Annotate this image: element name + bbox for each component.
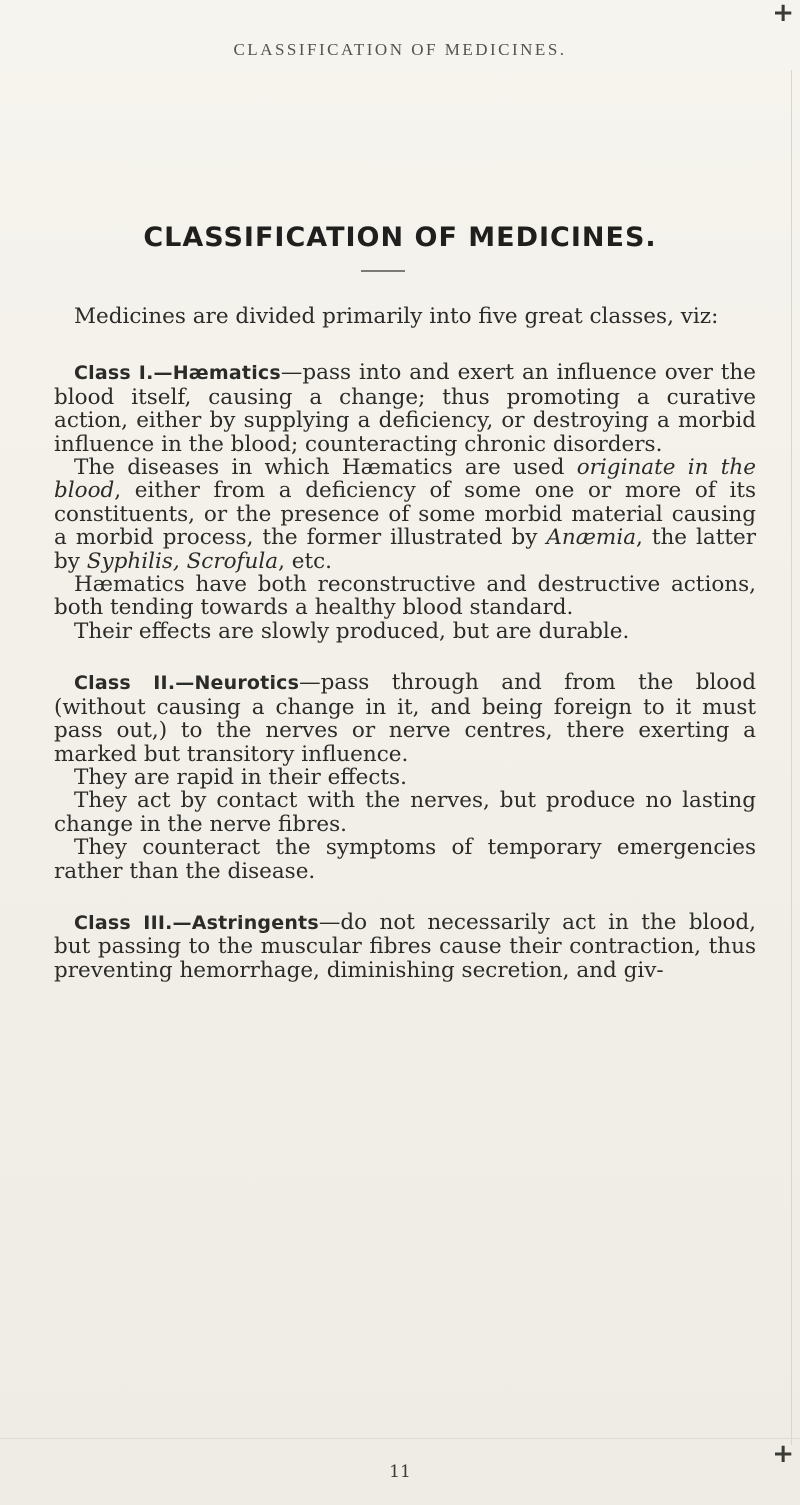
class-3-heading: Class III.—Astringents [74,911,319,934]
class-2-paragraph [54,671,756,766]
class-3-paragraph [54,911,756,982]
class-1-paragraph [54,361,756,456]
class-2-heading: Class II.—Neurotics [74,672,300,695]
class-1-diseases-text-c: , the latter by [54,525,756,574]
class-1-effects-paragraph: Their effects are slowly produced, but are durable. [74,618,630,644]
registration-mark-top: + [772,0,794,28]
body-text [54,305,756,982]
class-2-rapid-paragraph: They are rapid in their effects. [74,764,407,790]
class-2-counteract-paragraph: They counteract the symptoms of temporary emergencies rather than the disease. [54,835,756,884]
class-1-diseases-text-d: , etc. [278,548,332,574]
bottom-fold-line [0,1438,800,1439]
class-1-example-syphilis-scrofula: Syphilis, Scrofula [86,548,279,574]
class-3-text: —do not necessarily act in the blood, but passing to the muscular fibres cause their contraction, thus preventing hemorrhage, diminishing secretion, and giv- [54,909,756,983]
page-number: 11 [389,1462,411,1482]
page-title: CLASSIFICATION OF MEDICINES. [143,222,657,253]
class-1-actions-paragraph: Hæmatics have both reconstructive and destructive actions, both tending towards a healthy blood standard. [54,572,756,621]
class-1-diseases-text-b: , either from a deficiency of some one or more of its constituents, or the presence of some morbid material causing a morbid process, the former illustrated by [54,478,756,551]
class-1-diseases-text-a: The diseases in which Hæmatics are used [74,455,577,481]
registration-mark-bottom: + [772,1439,794,1469]
running-head: CLASSIFICATION OF MEDICINES. [233,40,567,59]
page-edge-line [791,70,792,1445]
class-1-text: —pass into and exert an influence over the blood itself, causing a change; thus promoting a curative action, either by supplying a deficiency, or destroying a morbid influence in the blood; counteracting chronic disorders. [54,360,756,457]
class-1-diseases-paragraph [54,456,756,573]
class-1-heading: Class I.—Hæmatics [74,362,281,385]
class-1-example-anaemia: Anæmia [546,525,637,551]
class-2-text: —pass through and from the blood (without causing a change in it, and being foreign to it must pass out,) to the nerves or nerve centres, there exerting a marked but transitory influence. [54,670,757,767]
class-2-contact-paragraph: They act by contact with the nerves, but produce no lasting change in the nerve fibres. [54,788,756,837]
class-1-diseases-emphasis: originate in the blood [54,455,757,504]
intro-paragraph: Medicines are divided primarily into five great classes, viz: [74,304,719,329]
title-divider [361,270,405,272]
